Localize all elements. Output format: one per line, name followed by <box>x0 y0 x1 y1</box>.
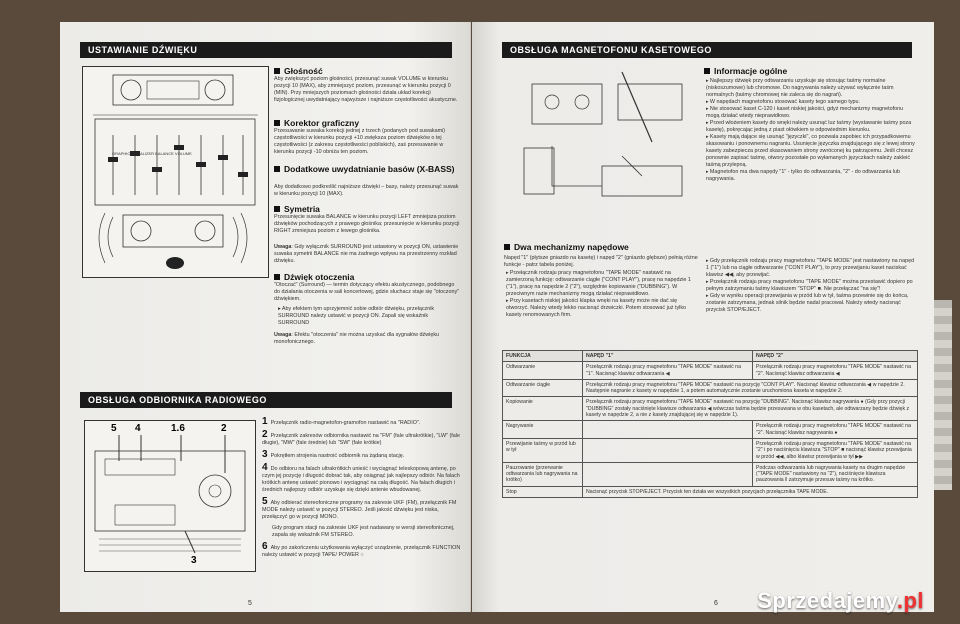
section-header-radio: OBSŁUGA ODBIORNIKA RADIOWEGO <box>80 392 452 408</box>
table-header-row <box>503 351 918 362</box>
equalizer-illustration <box>83 67 268 277</box>
bass-text: Aby dodatkowo podkreślić najniższe dźwięki – basy, należy przesunąć suwak w kierunku pozycji 10 (MAX). <box>274 184 459 197</box>
two-drives-heading: Dwa mechanizmy napędowe <box>504 242 629 252</box>
general-info-list <box>706 78 918 183</box>
radio-step <box>262 464 462 494</box>
step-number: 5 <box>262 496 268 507</box>
mode-bullet: ▸ Przełącznik rodzaju pracy magnetofonu "TAPE MODE" można przestawić dopiero po pełnym zatrzymaniu taśmy klawiszem "STOP" ■. Nie przełączać "na się"! <box>706 279 918 293</box>
balance-note: Uwaga: Gdy wyłącznik SURROUND jest ustawiony w pozycji ON, ustawienie suwaka symetrii BALANCE nie ma żadnego wpływu na przestrzenny rozkład dźwięku. <box>274 244 459 264</box>
page-number-right: 6 <box>714 600 718 607</box>
functions-table <box>502 350 918 498</box>
eq-panel-label: GRAPHIC EQUALIZER BALANCE VOLUME <box>112 151 192 156</box>
sound-controls-figure <box>82 66 269 278</box>
step-number: 3 <box>262 449 268 460</box>
table-cell: Przełącznik rodzaju pracy magnetofonu "TAPE MODE" nastawić na "2" i po naciśnięciu klawisza "STOP" ■ nacisnąć klawisz przewijania w przód ◀◀, albo klawisz przewijania w tył ▶▶ <box>753 438 918 462</box>
table-cell: Stop <box>503 486 583 497</box>
info-item: ▸ Kasety mają dające się usunąć "języczki", co pozwala zapobiec ich przypadkowemu skasowaniu i ponownemu nagraniu. Usunięcie języczka znajdującego się z lewej strony kasety zabezpiecza przed skasowaniem strony zwróconej ku patrzącemu. Jeśli chcesz ponownie zapisać taśmę, otwory pozostałe po wyłamanych języczkach należy zakleić taśmą przylepną. <box>706 134 918 169</box>
radio-step <box>262 431 462 447</box>
step-text: Aby odbierać stereofoniczne programy na zakresie UKF (FM), przełącznik FM MODE należy ustawić w pozycji STEREO. Jeśli jakość dźwięku jest niska, przełączyć go w pozycji MONO. <box>262 500 457 520</box>
step-text: Aby po zakończeniu użytkowania wyłączyć urządzenie, przełącznik FUNCTION należy ustawić w pozycji TAPE/ POWER ○ <box>262 545 461 558</box>
surround-bullet: ▸ Aby efektem tym uprzyjemnić sobie odbiór dźwięku, przełącznik SURROUND należy ustawić w pozycji ON. Zapali się wskaźnik SURROUND <box>278 306 435 326</box>
general-info-heading: Informacje ogólne <box>704 66 787 76</box>
info-item: ▸ Przed włożeniem kasety do wnęki należy usunąć luz taśmy (wystawanie taśmy poza kasetę), pokręcając jedną z piast ołówkiem w odpowiednim kierunku. <box>706 120 918 134</box>
table-cell: Kopiowanie <box>503 397 583 421</box>
drive-bullet: ▸ Przy kasetach niskiej jakości klapka wnęki na kasety może nie dać się otworzyć. Należy wtedy lekko nacisnąć drzwiczki. Potem stosować już tylko kasety renomowanych firm. <box>506 298 700 319</box>
step-text: Gdy program stacji na zakresie UKF jest nadawany w wersji stereofonicznej, zapala się wskaźnik FM STEREO. <box>272 525 455 538</box>
watermark-brand: Sprzedajemy <box>757 588 897 613</box>
cassette-illustration <box>512 66 692 216</box>
table-cell: Przewijanie taśmy w przód lub w tył <box>503 438 583 462</box>
table-header: FUNKCJA <box>503 351 583 362</box>
table-cell: Podczas odtwarzania lub nagrywania kasety na drugim napędzie ("TAPE MODE" nastawiony na "2"), naciśnięcie klawisza pauzowania ‖ zatrzymuje przesuw taśmy na krótko. <box>753 462 918 486</box>
table-cell: Przełącznik rodzaju pracy magnetofonu "TAPE MODE" nastawić na "2". Nacisnąć klawisz nagrywania ● <box>753 421 918 439</box>
table-row <box>503 362 918 380</box>
section-header-tape: OBSŁUGA MAGNETOFONU KASETOWEGO <box>502 42 912 58</box>
table-cell: Nacisnąć przycisk STOP/EJECT. Przycisk ten działa we wszystkich pozycjach przełącznika TAPE MODE. <box>583 486 918 497</box>
note-label: Uwaga <box>274 244 292 250</box>
note2-label: Uwaga <box>274 332 292 338</box>
step-number: 4 <box>262 462 268 473</box>
table-cell: Nagrywanie <box>503 421 583 439</box>
bass-heading: Dodatkowe uwydatnianie basów (X-BASS) <box>274 164 464 174</box>
radio-label-3: 3 <box>191 555 197 566</box>
watermark-tld: .pl <box>896 588 924 613</box>
radio-label-4: 4 <box>135 423 141 434</box>
table-cell: Odtwarzanie ciągłe <box>503 379 583 397</box>
table-row <box>503 379 918 397</box>
surround-text: "Otoczać" (Surround) — termin dotyczący efektu akustycznego, podobnego do działania otoczenia w sali koncertowej, gdzie słuchacz staje się "otoczony" dźwiękiem. <box>274 282 460 302</box>
equalizer-heading: Korektor graficzny <box>274 118 359 128</box>
radio-illustration <box>85 421 255 571</box>
radio-step <box>262 525 462 539</box>
table-row <box>503 421 918 439</box>
table-cell: Przełącznik rodzaju pracy magnetofonu "TAPE MODE" nastawić na "1". Nacisnąć klawisz odtwarzania ◀ <box>583 362 753 380</box>
table-row <box>503 397 918 421</box>
table-row <box>503 486 918 497</box>
step-number: 2 <box>262 429 268 440</box>
radio-step <box>262 451 462 460</box>
info-item: ▸ Magnetofon ma dwa napędy "1" - tylko do odtwarzania, "2" - do odtwarzania lub nagrywania. <box>706 169 918 183</box>
table-cell: Pauzowanie (przerwanie odtwarzania lub nagrywania na krótko) <box>503 462 583 486</box>
mode-bullet: ▸ Gdy w wyniku operacji przewijania w przód lub w tył, taśma przewinie się do końca, zostanie zatrzymana, jednak silnik będzie nadal pracował. Należy wtedy nacisnąć przycisk STOP/EJECT. <box>706 293 918 314</box>
balance-text: Przesunięcie suwaka BALANCE w kierunku pozycji LEFT zmniejsza poziom dźwięków pochodzących z prawego głośnika; przesunięcie w kierunku pozycji RIGHT zmniejsza poziom z lewego głośnika. <box>274 214 460 234</box>
section-header-sound: USTAWIANIE DŹWIĘKU <box>80 42 452 58</box>
surround-bullet-text: Aby efektem tym uprzyjemnić sobie odbiór dźwięku, przełącznik SURROUND należy ustawić w pozycji ON. Zapali się wskaźnik SURROUND <box>278 306 435 326</box>
drive-bullet: ▸ Przełącznik rodzaju pracy magnetofonu "TAPE MODE" nastawić na zamierzoną funkcję: odtwarzanie ciągłe ("CONT PLAY"), pracę na napędzie 1 ("1"), pracę na napędzie 2 ("2"), względnie kopiowanie ("DUBBING"). W przeciwnym razie mechanizmy mogą działać nieprawidłowo. <box>506 270 700 298</box>
watermark <box>757 588 924 614</box>
radio-step <box>262 498 462 521</box>
radio-label-1-6: 1.6 <box>171 423 185 434</box>
step-number: 6 <box>262 541 268 552</box>
table-cell: Przełącznik rodzaju pracy magnetofonu "TAPE MODE" nastawić na pozycję "CONT PLAY". Nacisnąć klawisz odtwarzania ◀ w napędzie 2. Następnie nagranie z kasety w napędzie 1, a potem automatycznie zostanie uruchomiona kaseta w napędzie 2. <box>583 379 918 397</box>
table-row <box>503 462 918 486</box>
table-cell: Odtwarzanie <box>503 362 583 380</box>
table-cell: Przełącznik rodzaju pracy magnetofonu "TAPE MODE" nastawić na pozycję "DUBBING". Nacisnąć klawisz nagrywania ● (Gdy przy pozycji "DUBBING" zostały naciśnięte klawisze odtwarzania ◀ wówczas taśma będzie przesuwana w obu kasetach, ale odtwarzany będzie dźwięk z kasety w napędzie 2, a nie z kasety znajdującej się w napędzie 1). <box>583 397 918 421</box>
radio-label-2: 2 <box>221 423 227 434</box>
volume-text: Aby zwiększyć poziom głośności, przesunąć suwak VOLUME w kierunku pozycji 10 (MAX), aby zmniejszyć poziom, przesunąć w kierunku pozycji 0 (MIN). Przy mniejszych poziomach głośności działa układ korekcji fizjologicznej uwydatniający najwyższe i najniższe częstotliwości akustyczne. <box>274 76 458 103</box>
note2-text: Efektu "otoczenia" nie można uzyskać dla sygnałów dźwięku monofonicznego. <box>274 332 440 345</box>
radio-step <box>262 543 462 559</box>
info-item: ▸ Najlepszy dźwięk przy odtwarzaniu uzyskuje się stosując taśmy normalne (niskoszumowe) lub chromowe. Do nagrywania należy używać wyłącznie taśm normalnych (taśmy chromowej nie zaleca się do nagrań). <box>706 78 918 99</box>
two-drives-text: Napęd "1" (płytsze gniazdo na kasetę) i napęd "2" (gniazdo głębsze) pełnią różne funkcje - patrz tabela poniżej. <box>504 255 698 268</box>
surround-note: Uwaga: Efektu "otoczenia" nie można uzyskać dla sygnałów dźwięku monofonicznego. <box>274 332 440 345</box>
radio-figure <box>84 420 256 572</box>
info-item: ▸ W napędach magnetofonu stosować kasety tego samego typu. <box>706 99 918 106</box>
surround-heading: Dźwięk otoczenia <box>274 272 354 282</box>
page-edge-tabs <box>934 300 952 490</box>
table-cell: Przełącznik rodzaju pracy magnetofonu "TAPE MODE" nastawić na "2". Nacisnąć klawisz odtwarzania ◀ <box>753 362 918 380</box>
table-row <box>503 438 918 462</box>
step-text: Przełącznik radio-magnetofon-gramofon nastawić na "RADIO". <box>270 420 421 426</box>
right-page <box>472 22 934 612</box>
step-text: Przełącznik zakresów odbiornika nastawić na "FM" (fale ultrakrótkie), "LW" (fale długie), "MW" (fale średnie) lub "SW" (fale krótkie) <box>262 433 460 446</box>
radio-step <box>262 418 462 427</box>
step-text: Do odbioru na falach ultrakrótkich unieść i wyciągnąć teleskopową antenę, po czym jej pozycję i długość dobrać tak, aby osiągnąć jak najlepszy odbiór. Na falach krótkich antenę ustawić pionowo i wyciągnąć na całą długość. Na falach długich i średnich najlepszy odbiór uzyskuje się dzięki antenie wbudowanej. <box>262 466 460 493</box>
volume-heading: Głośność <box>274 66 323 76</box>
table-header: NAPĘD "1" <box>583 351 753 362</box>
page-number-left: 5 <box>248 600 252 607</box>
two-drives-bullets <box>506 270 700 319</box>
table-cell <box>583 462 753 486</box>
note-text: Gdy wyłącznik SURROUND jest ustawiony w pozycji ON, ustawienie suwaka symetrii BALANCE nie ma żadnego wpływu na przestrzenny rozkład dźwięku. <box>274 244 459 264</box>
left-page <box>60 22 471 612</box>
mode-bullet: ▸ Gdy przełącznik rodzaju pracy magnetofonu "TAPE MODE" jest nastawiony na napęd 1 ("1") lub na ciągłe odtwarzanie ("CONT PLAY"), to przy przewijaniu kaset naciskać klawisz ◀◀, aby przewijać. <box>706 258 918 279</box>
cassette-figure <box>512 66 692 216</box>
table-header: NAPĘD "2" <box>753 351 918 362</box>
radio-label-5: 5 <box>111 423 117 434</box>
info-item: ▸ Nie stosować kaset C-120 i kaset niskiej jakości, gdyż mechanizmy magnetofonu mogą działać wtedy nieprawidłowo. <box>706 106 918 120</box>
step-text: Pokrętłem strojenia nastroić odbiornik na żądaną stację. <box>270 453 405 459</box>
table-cell <box>583 438 753 462</box>
radio-steps <box>262 418 462 563</box>
step-number: 1 <box>262 416 268 427</box>
table-cell <box>583 421 753 439</box>
balance-heading: Symetria <box>274 204 320 214</box>
tape-mode-bullets <box>706 258 918 314</box>
equalizer-text: Przesuwanie suwaka korekcji jednej z trzech (podanych pod suwakami) częstotliwości w kierunku pozycji +10 zwiększa poziom dźwięków o tej częstotliwości (z zakresu częstotliwości pobliskich), zaś przesuwanie w kierunku pozycji -10 obniża ten poziom. <box>274 128 446 155</box>
